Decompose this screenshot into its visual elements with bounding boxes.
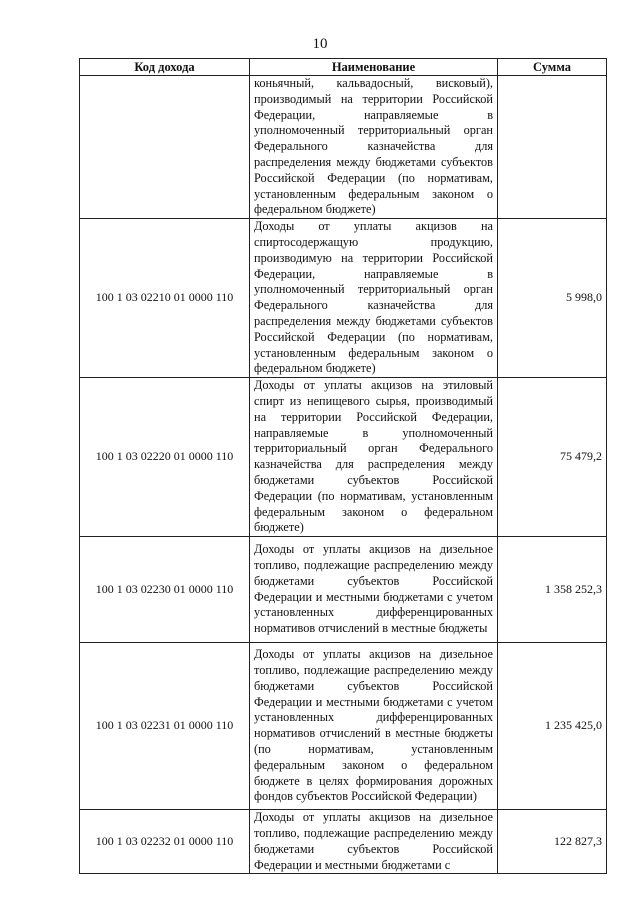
revenue-name: Доходы от уплаты акцизов на спиртосодержащую продукцию, производимую на территории Российской Федерации, направляемые в уполномоченный территориальный орган Федерального казначейства для распределения между бюджетами субъектов Российской Федерации (по нормативам, установленным федеральным законом о федеральном бюджете) — [250, 219, 498, 378]
page-number: 10 — [312, 36, 328, 52]
table-row — [80, 810, 607, 874]
revenue-sum: 5 998,0 — [498, 219, 607, 378]
revenue-code — [80, 76, 250, 219]
revenue-code: 100 1 03 02232 01 0000 110 — [80, 810, 250, 874]
revenue-code: 100 1 03 02210 01 0000 110 — [80, 219, 250, 378]
revenue-sum: 1 235 425,0 — [498, 643, 607, 810]
revenue-sum: 1 358 252,3 — [498, 537, 607, 643]
table-row — [80, 643, 607, 810]
revenue-sum — [498, 76, 607, 219]
revenue-name: коньячный, кальвадосный, висковый), производимый на территории Российской Федерации, направляемые в уполномоченный территориальный орган Федерального казначейства для распределения между бюджетами субъектов Российской Федерации (по нормативам, установленным федеральным законом о федеральном бюджете) — [250, 76, 498, 219]
table-row — [80, 76, 607, 219]
table-row — [80, 219, 607, 378]
revenue-code: 100 1 03 02231 01 0000 110 — [80, 643, 250, 810]
header-name: Наименование — [250, 59, 498, 76]
table-header-row — [80, 59, 607, 76]
revenue-code: 100 1 03 02220 01 0000 110 — [80, 378, 250, 537]
header-code: Код дохода — [80, 59, 250, 76]
revenue-name: Доходы от уплаты акцизов на дизельное топливо, подлежащие распределению между бюджетами субъектов Российской Федерации и местными бюджетами с — [250, 810, 498, 874]
revenue-sum: 75 479,2 — [498, 378, 607, 537]
revenue-name: Доходы от уплаты акцизов на этиловый спирт из непищевого сырья, производимый на территории Российской Федерации, направляемые в уполномоченный территориальный орган Федерального казначейства для распределения между бюджетами субъектов Российской Федерации (по нормативам, установленным федеральным законом о федеральном бюджете) — [250, 378, 498, 537]
header-sum: Сумма — [498, 59, 607, 76]
table-row — [80, 378, 607, 537]
revenue-sum: 122 827,3 — [498, 810, 607, 874]
revenue-name: Доходы от уплаты акцизов на дизельное топливо, подлежащие распределению между бюджетами субъектов Российской Федерации и местными бюджетами с учетом установленных дифференцированных нормативов отчислений в местные бюджеты — [250, 537, 498, 643]
revenue-name: Доходы от уплаты акцизов на дизельное топливо, подлежащие распределению между бюджетами субъектов Российской Федерации и местными бюджетами с учетом установленных дифференцированных нормативов отчислений в местные бюджеты (по нормативам, установленным федеральным законом о федеральном бюджете в целях формирования дорожных фондов субъектов Российской Федерации) — [250, 643, 498, 810]
revenue-code: 100 1 03 02230 01 0000 110 — [80, 537, 250, 643]
table-row — [80, 537, 607, 643]
revenue-table — [79, 58, 607, 874]
